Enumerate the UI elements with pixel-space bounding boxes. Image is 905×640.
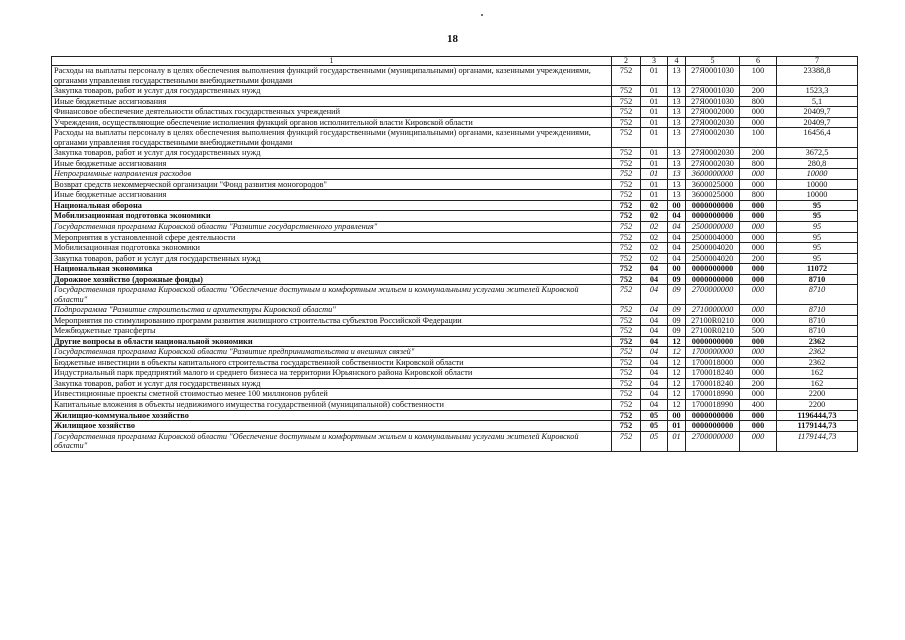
row-expense-type: 000	[740, 421, 777, 432]
row-ministry-code: 752	[612, 221, 641, 232]
column-header-row	[52, 57, 858, 66]
table-row	[52, 128, 858, 148]
row-subsection: 13	[668, 66, 686, 86]
row-name: Мероприятия по стимулированию программ развития жилищного строительства субъектов Российской Федерации	[52, 315, 612, 326]
table-row	[52, 253, 858, 264]
row-target-article: 0000000000	[686, 336, 740, 347]
row-ministry-code: 752	[612, 347, 641, 358]
row-subsection: 13	[668, 128, 686, 148]
row-name: Закупка товаров, работ и услуг для государственных нужд	[52, 253, 612, 264]
row-expense-type: 000	[740, 274, 777, 285]
row-section: 04	[641, 378, 668, 389]
row-name: Национальная оборона	[52, 200, 612, 211]
row-subsection: 01	[668, 431, 686, 451]
column-header: 2	[612, 57, 641, 66]
row-ministry-code: 752	[612, 274, 641, 285]
row-amount: 1179144,73	[777, 421, 858, 432]
row-ministry-code: 752	[612, 378, 641, 389]
row-name: Расходы на выплаты персоналу в целях обеспечения выполнения функций государственными (муниципальными) органами, казенными учреждениями, органами управления государственными внебюджетными фондами	[52, 66, 612, 86]
table-row	[52, 232, 858, 243]
row-target-article: 1700018240	[686, 378, 740, 389]
row-ministry-code: 752	[612, 169, 641, 180]
row-section: 04	[641, 336, 668, 347]
table-row	[52, 96, 858, 107]
table-row	[52, 211, 858, 222]
row-subsection: 04	[668, 253, 686, 264]
row-subsection: 13	[668, 169, 686, 180]
row-subsection: 12	[668, 400, 686, 411]
row-section: 01	[641, 66, 668, 86]
row-target-article: 1700018990	[686, 400, 740, 411]
row-name: Закупка товаров, работ и услуг для государственных нужд	[52, 378, 612, 389]
row-expense-type: 500	[740, 326, 777, 337]
row-section: 02	[641, 232, 668, 243]
row-amount: 95	[777, 253, 858, 264]
row-expense-type: 800	[740, 96, 777, 107]
row-amount: 8710	[777, 326, 858, 337]
row-name: Инвестиционные проекты сметной стоимостью менее 100 миллионов рублей	[52, 389, 612, 400]
row-amount: 2362	[777, 336, 858, 347]
row-target-article: 1700018240	[686, 368, 740, 379]
row-target-article: 27Я0002030	[686, 158, 740, 169]
row-subsection: 04	[668, 221, 686, 232]
row-section: 01	[641, 86, 668, 97]
row-subsection: 09	[668, 274, 686, 285]
row-name: Иные бюджетные ассигнования	[52, 158, 612, 169]
row-expense-type: 000	[740, 368, 777, 379]
row-expense-type: 000	[740, 200, 777, 211]
row-name: Иные бюджетные ассигнования	[52, 190, 612, 201]
row-name: Другие вопросы в области национальной экономики	[52, 336, 612, 347]
page-number: 18	[447, 33, 458, 45]
column-header: 3	[641, 57, 668, 66]
table-row	[52, 221, 858, 232]
table-row	[52, 378, 858, 389]
row-name: Национальная экономика	[52, 264, 612, 275]
row-expense-type: 000	[740, 389, 777, 400]
row-ministry-code: 752	[612, 305, 641, 316]
row-ministry-code: 752	[612, 148, 641, 159]
row-subsection: 13	[668, 96, 686, 107]
row-ministry-code: 752	[612, 96, 641, 107]
row-amount: 95	[777, 211, 858, 222]
row-expense-type: 000	[740, 431, 777, 451]
row-section: 04	[641, 285, 668, 305]
row-subsection: 00	[668, 200, 686, 211]
row-target-article: 27100R0210	[686, 315, 740, 326]
row-target-article: 2500000000	[686, 221, 740, 232]
row-subsection: 13	[668, 107, 686, 118]
row-subsection: 13	[668, 190, 686, 201]
row-expense-type: 000	[740, 243, 777, 254]
row-amount: 95	[777, 232, 858, 243]
row-ministry-code: 752	[612, 368, 641, 379]
row-name: Мероприятия в установленной сфере деятельности	[52, 232, 612, 243]
row-name: Индустриальный парк предприятий малого и среднего бизнеса на территории Юрьянского района Кировской области	[52, 368, 612, 379]
table-row	[52, 66, 858, 86]
row-section: 02	[641, 253, 668, 264]
row-name: Возврат средств некоммерческой организации "Фонд развития моногородов"	[52, 179, 612, 190]
row-subsection: 13	[668, 86, 686, 97]
row-ministry-code: 752	[612, 285, 641, 305]
row-expense-type: 800	[740, 158, 777, 169]
row-amount: 10000	[777, 169, 858, 180]
row-amount: 2200	[777, 389, 858, 400]
row-name: Капитальные вложения в объекты недвижимого имущества государственной (муниципальной) собственности	[52, 400, 612, 411]
row-name: Расходы на выплаты персоналу в целях обеспечения выполнения функций государственными (муниципальными) органами, казенными учреждениями, органами управления государственными внебюджетными фондами	[52, 128, 612, 148]
row-ministry-code: 752	[612, 410, 641, 421]
table-row	[52, 368, 858, 379]
table-row	[52, 190, 858, 201]
row-target-article: 27Я0002000	[686, 107, 740, 118]
table-row	[52, 400, 858, 411]
row-target-article: 0000000000	[686, 211, 740, 222]
row-amount: 95	[777, 243, 858, 254]
row-ministry-code: 752	[612, 336, 641, 347]
row-ministry-code: 752	[612, 200, 641, 211]
table-row	[52, 169, 858, 180]
table-row	[52, 431, 858, 451]
row-expense-type: 000	[740, 357, 777, 368]
row-amount: 20409,7	[777, 107, 858, 118]
row-expense-type: 000	[740, 211, 777, 222]
row-section: 04	[641, 315, 668, 326]
row-expense-type: 000	[740, 107, 777, 118]
table-row	[52, 148, 858, 159]
row-target-article: 27Я0002030	[686, 128, 740, 148]
row-amount: 1523,3	[777, 86, 858, 97]
row-section: 01	[641, 179, 668, 190]
row-section: 01	[641, 158, 668, 169]
table-row	[52, 410, 858, 421]
budget-table	[51, 56, 858, 452]
row-name: Государственная программа Кировской области "Обеспечение доступным и комфортным жильем и коммунальными услугами жителей Кировской области"	[52, 431, 612, 451]
row-expense-type: 000	[740, 305, 777, 316]
row-ministry-code: 752	[612, 264, 641, 275]
row-expense-type: 000	[740, 117, 777, 128]
table-row	[52, 274, 858, 285]
table-row	[52, 336, 858, 347]
row-amount: 16456,4	[777, 128, 858, 148]
row-target-article: 1700018000	[686, 357, 740, 368]
row-expense-type: 800	[740, 190, 777, 201]
row-section: 01	[641, 148, 668, 159]
column-header: 4	[668, 57, 686, 66]
row-subsection: 12	[668, 368, 686, 379]
row-amount: 10000	[777, 190, 858, 201]
row-target-article: 27Я0002030	[686, 117, 740, 128]
row-name: Финансовое обеспечение деятельности областных государственных учреждений	[52, 107, 612, 118]
table-row	[52, 357, 858, 368]
row-expense-type: 000	[740, 264, 777, 275]
row-target-article: 1700018990	[686, 389, 740, 400]
row-amount: 8710	[777, 305, 858, 316]
row-subsection: 09	[668, 305, 686, 316]
row-amount: 280,8	[777, 158, 858, 169]
row-section: 04	[641, 357, 668, 368]
row-expense-type: 000	[740, 169, 777, 180]
row-amount: 162	[777, 368, 858, 379]
row-amount: 10000	[777, 179, 858, 190]
row-target-article: 2500004020	[686, 253, 740, 264]
row-ministry-code: 752	[612, 179, 641, 190]
row-expense-type: 200	[740, 378, 777, 389]
row-subsection: 09	[668, 326, 686, 337]
row-section: 01	[641, 190, 668, 201]
row-name: Непрограммные направления расходов	[52, 169, 612, 180]
row-ministry-code: 752	[612, 107, 641, 118]
row-target-article: 27Я0001030	[686, 96, 740, 107]
table-row	[52, 389, 858, 400]
row-ministry-code: 752	[612, 66, 641, 86]
row-target-article: 1700000000	[686, 347, 740, 358]
row-target-article: 0000000000	[686, 264, 740, 275]
row-section: 04	[641, 400, 668, 411]
row-amount: 11072	[777, 264, 858, 275]
row-subsection: 13	[668, 158, 686, 169]
row-expense-type: 000	[740, 285, 777, 305]
row-name: Дорожное хозяйство (дорожные фонды)	[52, 274, 612, 285]
row-ministry-code: 752	[612, 243, 641, 254]
row-section: 02	[641, 200, 668, 211]
row-target-article: 3600000000	[686, 169, 740, 180]
row-subsection: 12	[668, 357, 686, 368]
row-expense-type: 400	[740, 400, 777, 411]
row-name: Подпрограмма "Развитие строительства и архитектуры Кировской области"	[52, 305, 612, 316]
row-target-article: 2500004000	[686, 232, 740, 243]
row-name: Жилищно-коммунальное хозяйство	[52, 410, 612, 421]
row-section: 04	[641, 326, 668, 337]
row-amount: 2362	[777, 357, 858, 368]
row-section: 05	[641, 410, 668, 421]
row-target-article: 2700000000	[686, 431, 740, 451]
table-row	[52, 285, 858, 305]
row-subsection: 13	[668, 117, 686, 128]
row-expense-type: 000	[740, 336, 777, 347]
row-subsection: 12	[668, 389, 686, 400]
row-subsection: 12	[668, 347, 686, 358]
row-subsection: 00	[668, 410, 686, 421]
row-name: Государственная программа Кировской области "Развитие государственного управления"	[52, 221, 612, 232]
table-row	[52, 86, 858, 97]
row-ministry-code: 752	[612, 128, 641, 148]
row-ministry-code: 752	[612, 158, 641, 169]
row-name: Бюджетные инвестиции в объекты капитального строительства государственной собственности Кировской области	[52, 357, 612, 368]
row-section: 01	[641, 117, 668, 128]
row-expense-type: 000	[740, 232, 777, 243]
row-name: Закупка товаров, работ и услуг для государственных нужд	[52, 86, 612, 97]
column-header: 7	[777, 57, 858, 66]
table-row	[52, 315, 858, 326]
row-amount: 20409,7	[777, 117, 858, 128]
row-subsection: 12	[668, 336, 686, 347]
row-section: 04	[641, 264, 668, 275]
row-ministry-code: 752	[612, 421, 641, 432]
column-header: 6	[740, 57, 777, 66]
row-expense-type: 000	[740, 410, 777, 421]
column-header: 1	[52, 57, 612, 66]
row-expense-type: 000	[740, 347, 777, 358]
table-row	[52, 179, 858, 190]
row-expense-type: 100	[740, 66, 777, 86]
row-target-article: 27Я0002030	[686, 148, 740, 159]
row-ministry-code: 752	[612, 253, 641, 264]
row-ministry-code: 752	[612, 357, 641, 368]
row-name: Мобилизационная подготовка экономики	[52, 243, 612, 254]
row-ministry-code: 752	[612, 431, 641, 451]
row-subsection: 04	[668, 243, 686, 254]
table-row	[52, 200, 858, 211]
row-section: 01	[641, 96, 668, 107]
row-section: 02	[641, 221, 668, 232]
row-section: 01	[641, 169, 668, 180]
row-expense-type: 200	[740, 86, 777, 97]
row-amount: 2362	[777, 347, 858, 358]
row-expense-type: 000	[740, 179, 777, 190]
row-target-article: 2700000000	[686, 285, 740, 305]
row-name: Государственная программа Кировской области "Обеспечение доступным и комфортным жильем и коммунальными услугами жителей Кировской области"	[52, 285, 612, 305]
row-amount: 95	[777, 200, 858, 211]
row-section: 04	[641, 305, 668, 316]
row-ministry-code: 752	[612, 326, 641, 337]
table-row	[52, 305, 858, 316]
row-section: 04	[641, 274, 668, 285]
row-subsection: 01	[668, 421, 686, 432]
row-target-article: 27Я0001030	[686, 86, 740, 97]
row-amount: 2200	[777, 400, 858, 411]
row-target-article: 27Я0001030	[686, 66, 740, 86]
row-subsection: 09	[668, 315, 686, 326]
row-ministry-code: 752	[612, 400, 641, 411]
row-ministry-code: 752	[612, 117, 641, 128]
row-ministry-code: 752	[612, 86, 641, 97]
row-subsection: 09	[668, 285, 686, 305]
row-name: Жилищное хозяйство	[52, 421, 612, 432]
row-section: 02	[641, 211, 668, 222]
row-subsection: 04	[668, 211, 686, 222]
row-target-article: 0000000000	[686, 200, 740, 211]
row-subsection: 13	[668, 148, 686, 159]
row-target-article: 27100R0210	[686, 326, 740, 337]
table-row	[52, 158, 858, 169]
row-ministry-code: 752	[612, 389, 641, 400]
row-section: 01	[641, 128, 668, 148]
row-target-article: 2710000000	[686, 305, 740, 316]
scan-speck	[481, 14, 483, 16]
row-subsection: 04	[668, 232, 686, 243]
row-target-article: 0000000000	[686, 421, 740, 432]
table-row	[52, 117, 858, 128]
column-header: 5	[686, 57, 740, 66]
row-target-article: 3600025000	[686, 179, 740, 190]
row-subsection: 12	[668, 378, 686, 389]
row-amount: 5,1	[777, 96, 858, 107]
row-expense-type: 100	[740, 128, 777, 148]
row-amount: 1179144,73	[777, 431, 858, 451]
row-ministry-code: 752	[612, 315, 641, 326]
row-amount: 8710	[777, 285, 858, 305]
row-name: Государственная программа Кировской области "Развитие предпринимательства и внешних связей"	[52, 347, 612, 358]
row-name: Иные бюджетные ассигнования	[52, 96, 612, 107]
table-row	[52, 243, 858, 254]
row-ministry-code: 752	[612, 190, 641, 201]
row-target-article: 0000000000	[686, 274, 740, 285]
table-row	[52, 421, 858, 432]
table-row	[52, 264, 858, 275]
row-name: Учреждения, осуществляющие обеспечение исполнения функций органов исполнительной власти Кировской области	[52, 117, 612, 128]
row-target-article: 3600025000	[686, 190, 740, 201]
row-section: 04	[641, 347, 668, 358]
table-row	[52, 347, 858, 358]
row-amount: 8710	[777, 315, 858, 326]
row-amount: 95	[777, 221, 858, 232]
row-amount: 1196444,73	[777, 410, 858, 421]
row-section: 05	[641, 431, 668, 451]
row-section: 01	[641, 107, 668, 118]
row-section: 05	[641, 421, 668, 432]
row-expense-type: 200	[740, 148, 777, 159]
row-section: 04	[641, 368, 668, 379]
row-subsection: 00	[668, 264, 686, 275]
row-ministry-code: 752	[612, 232, 641, 243]
row-amount: 8710	[777, 274, 858, 285]
table-row	[52, 326, 858, 337]
row-subsection: 13	[668, 179, 686, 190]
row-name: Закупка товаров, работ и услуг для государственных нужд	[52, 148, 612, 159]
table-row	[52, 107, 858, 118]
row-target-article: 2500004020	[686, 243, 740, 254]
row-name: Межбюджетные трансферты	[52, 326, 612, 337]
row-ministry-code: 752	[612, 211, 641, 222]
row-expense-type: 000	[740, 221, 777, 232]
row-amount: 3672,5	[777, 148, 858, 159]
row-section: 04	[641, 389, 668, 400]
row-expense-type: 200	[740, 253, 777, 264]
row-amount: 23388,8	[777, 66, 858, 86]
row-amount: 162	[777, 378, 858, 389]
row-name: Мобилизационная подготовка экономики	[52, 211, 612, 222]
row-section: 02	[641, 243, 668, 254]
row-expense-type: 000	[740, 315, 777, 326]
row-target-article: 0000000000	[686, 410, 740, 421]
